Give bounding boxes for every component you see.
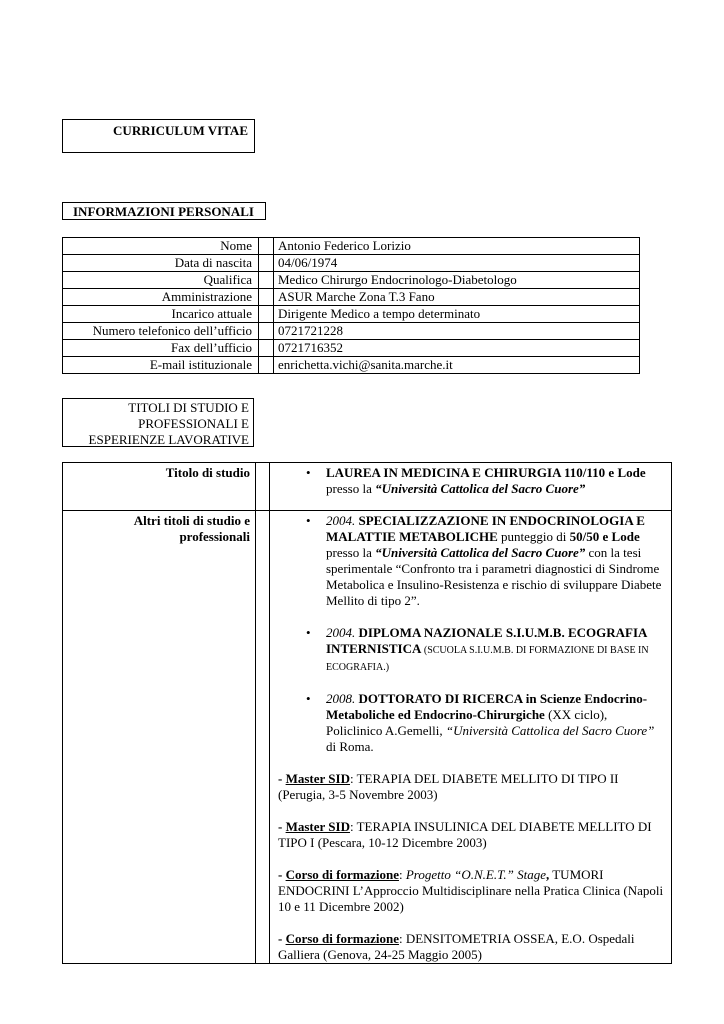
- studies-heading-line: TITOLI DI STUDIO E: [128, 400, 249, 415]
- row-value: enrichetta.vichi@sanita.marche.it: [274, 357, 640, 374]
- table-row: [63, 511, 672, 964]
- table-row: [63, 323, 640, 340]
- row-label: Nome: [63, 238, 259, 255]
- list-item: • 2008. DOTTORATO DI RICERCA in Scienze Endocrino-Metaboliche ed Endocrino-Chirurgiche (XX ciclo), Policlinico A.Gemelli, “Università Cattolica del Sacro Cuore” di Roma.: [306, 691, 655, 754]
- row-label: Incarico attuale: [63, 306, 259, 323]
- row-value: 0721716352: [274, 340, 640, 357]
- table-row: [63, 272, 640, 289]
- row-label: Qualifica: [63, 272, 259, 289]
- table-row: [63, 306, 640, 323]
- table-row: [63, 255, 640, 272]
- personal-info-heading-box: [62, 202, 266, 220]
- studies-table: [62, 462, 672, 964]
- university-name: “Università Cattolica del Sacro Cuore”: [375, 481, 586, 496]
- list-item: • LAUREA IN MEDICINA E CHIRURGIA 110/110 e Lode presso la “Università Cattolica del Sacro Cuore”: [306, 465, 646, 496]
- studies-heading-line: ESPERIENZE LAVORATIVE: [88, 432, 249, 447]
- bullet-icon: •: [306, 513, 311, 528]
- row-value: 04/06/1974: [274, 255, 640, 272]
- table-row: [63, 340, 640, 357]
- list-item: - Master SID: TERAPIA INSULINICA DEL DIABETE MELLITO DI TIPO I (Pescara, 10-12 Dicembre 2003): [278, 819, 652, 850]
- list-item: - Corso di formazione: Progetto “O.N.E.T.” Stage, TUMORI ENDOCRINI L’Approccio Multidisciplinare nella Pratica Clinica (Napoli 10 e 11 Dicembre 2002): [278, 867, 664, 914]
- studies-heading-line: PROFESSIONALI E: [138, 416, 249, 431]
- list-item: - Corso di formazione: DENSITOMETRIA OSSEA, E.O. Ospedali Galliera (Genova, 24-25 Maggio 2005): [278, 931, 635, 962]
- cv-title: CURRICULUM VITAE: [113, 123, 248, 138]
- table-row: [63, 463, 672, 511]
- row-label: Numero telefonico dell’ufficio: [63, 323, 259, 340]
- degree-label: Titolo di studio: [63, 463, 256, 511]
- other-titles-label: Altri titoli di studio e professionali: [63, 511, 256, 964]
- studies-heading-box: [62, 398, 254, 447]
- row-label: Data di nascita: [63, 255, 259, 272]
- other-titles-cell: [270, 511, 672, 964]
- degree-title: LAUREA IN MEDICINA E CHIRURGIA 110/110 e Lode: [326, 465, 646, 480]
- bullet-icon: •: [306, 465, 311, 480]
- list-item: • 2004. SPECIALIZZAZIONE IN ENDOCRINOLOGIA E MALATTIE METABOLICHE punteggio di 50/50 e Lode presso la “Università Cattolica del Sacro Cuore” con la tesi sperimentale “Confronto tra i parametri diagnostici di Sindrome Metabolica e Insulino-Resistenza e rischio di sviluppare Diabete Mellito di tipo 2”.: [306, 513, 662, 608]
- table-row: [63, 238, 640, 255]
- personal-info-table: [62, 237, 640, 374]
- table-row: [63, 289, 640, 306]
- bullet-icon: •: [306, 691, 311, 706]
- list-item: - Master SID: TERAPIA DEL DIABETE MELLITO DI TIPO II (Perugia, 3-5 Novembre 2003): [278, 771, 619, 802]
- cv-title-box: [62, 119, 255, 153]
- bullet-icon: •: [306, 625, 311, 640]
- personal-info-heading: INFORMAZIONI PERSONALI: [73, 204, 254, 219]
- row-value: ASUR Marche Zona T.3 Fano: [274, 289, 640, 306]
- row-value: Medico Chirurgo Endocrinologo-Diabetologo: [274, 272, 640, 289]
- row-label: Amministrazione: [63, 289, 259, 306]
- table-row: [63, 357, 640, 374]
- degree-cell: [270, 463, 672, 511]
- row-value: Dirigente Medico a tempo determinato: [274, 306, 640, 323]
- row-label: Fax dell’ufficio: [63, 340, 259, 357]
- row-label: E-mail istituzionale: [63, 357, 259, 374]
- row-value: 0721721228: [274, 323, 640, 340]
- list-item: • 2004. DIPLOMA NAZIONALE S.I.U.M.B. ECOGRAFIA INTERNISTICA (SCUOLA S.I.U.M.B. DI FORMAZIONE DI BASE IN ECOGRAFIA.): [306, 625, 649, 673]
- row-value: Antonio Federico Lorizio: [274, 238, 640, 255]
